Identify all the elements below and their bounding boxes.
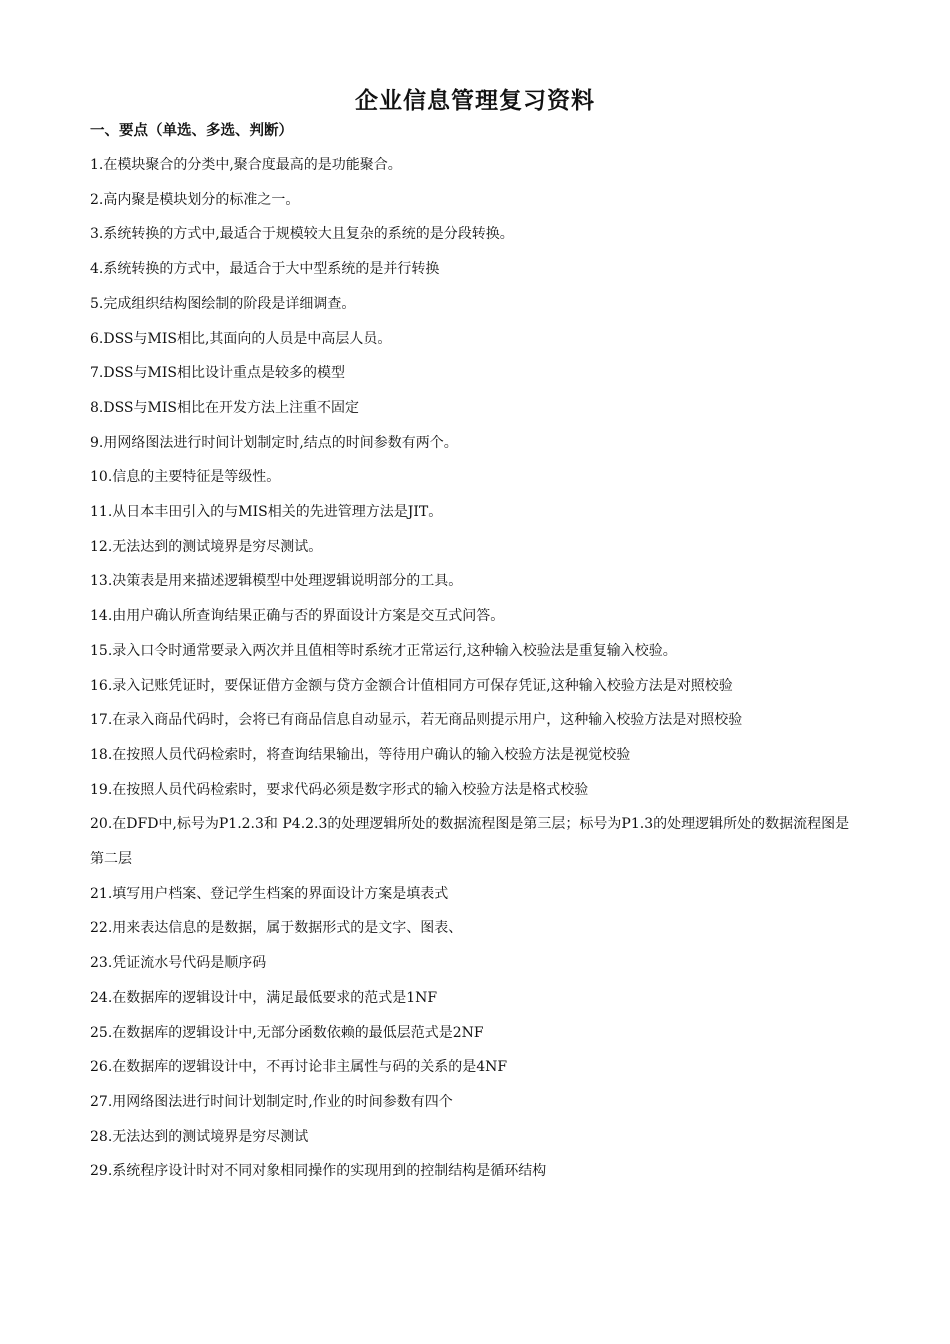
list-item: 5.完成组织结构图绘制的阶段是详细调查。 <box>90 295 356 312</box>
list-item: 21.填写用户档案、登记学生档案的界面设计方案是填表式 <box>90 885 449 902</box>
list-item: 13.决策表是用来描述逻辑模型中处理逻辑说明部分的工具。 <box>90 573 463 590</box>
list-item: 1.在模块聚合的分类中,聚合度最高的是功能聚合。 <box>90 157 402 173</box>
list-item: 29.系统程序设计时对不同对象相同操作的实现用到的控制结构是循环结构 <box>90 1163 547 1180</box>
list-item: 9.用网络图法进行时间计划制定时,结点的时间参数有两个。 <box>90 434 458 451</box>
list-item: 3.系统转换的方式中,最适合于规模较大且复杂的系统的是分段转换。 <box>90 226 514 243</box>
list-item: 26.在数据库的逻辑设计中，不再讨论非主属性与码的关系的是4NF <box>90 1059 508 1076</box>
section-heading: 一、要点（单选、多选、判断） <box>90 123 293 139</box>
list-item: 7.DSS与MIS相比设计重点是较多的模型 <box>90 365 345 382</box>
list-item: 24.在数据库的逻辑设计中，满足最低要求的范式是1NF <box>90 989 438 1006</box>
list-item: 19.在按照人员代码检索时，要求代码必须是数字形式的输入校验方法是格式校验 <box>90 781 589 798</box>
list-item: 25.在数据库的逻辑设计中,无部分函数依赖的最低层范式是2NF <box>90 1024 484 1041</box>
list-item: 14.由用户确认所查询结果正确与否的界面设计方案是交互式问答。 <box>90 608 505 625</box>
list-item: 8.DSS与MIS相比在开发方法上注重不固定 <box>90 399 359 416</box>
list-item: 22.用来表达信息的是数据，属于数据形式的是文字、图表、 <box>90 920 463 937</box>
list-item: 10.信息的主要特征是等级性。 <box>90 469 281 486</box>
list-item: 11.从日本丰田引入的与MIS相关的先进管理方法是JIT。 <box>90 504 443 521</box>
list-item: 27.用网络图法进行时间计划制定时,作业的时间参数有四个 <box>90 1093 453 1110</box>
list-item: 6.DSS与MIS相比,其面向的人员是中高层人员。 <box>90 330 392 347</box>
list-item: 4.系统转换的方式中，最适合于大中型系统的是并行转换 <box>90 261 440 278</box>
list-item: 18.在按照人员代码检索时，将查询结果输出，等待用户确认的输入校验方法是视觉校验 <box>90 746 631 763</box>
list-item: 2.高内聚是模块划分的标准之一。 <box>90 191 300 208</box>
list-item: 28.无法达到的测试境界是穷尽测试 <box>90 1128 309 1145</box>
list-item: 12.无法达到的测试境界是穷尽测试。 <box>90 538 323 555</box>
list-item: 16.录入记账凭证时，要保证借方金额与贷方金额合计值相同方可保存凭证,这种输入校验方法是对照校验 <box>90 677 733 694</box>
list-item: 17.在录入商品代码时，会将已有商品信息自动显示，若无商品则提示用户，这种输入校验方法是对照校验 <box>90 712 743 729</box>
list-item: 15.录入口令时通常要录入两次并且值相等时系统才正常运行,这种输入校验法是重复输入校验。 <box>90 642 677 659</box>
document-title: 企业信息管理复习资料 <box>355 88 595 114</box>
list-item: 23.凭证流水号代码是顺序码 <box>90 955 267 972</box>
key-points-list <box>90 148 860 1189</box>
list-item: 20.在DFD中,标号为P1.2.3和 P4.2.3的处理逻辑所处的数据流程图是第三层；标号为P1.3的处理逻辑所处的数据流程图是第二层 <box>90 816 850 868</box>
